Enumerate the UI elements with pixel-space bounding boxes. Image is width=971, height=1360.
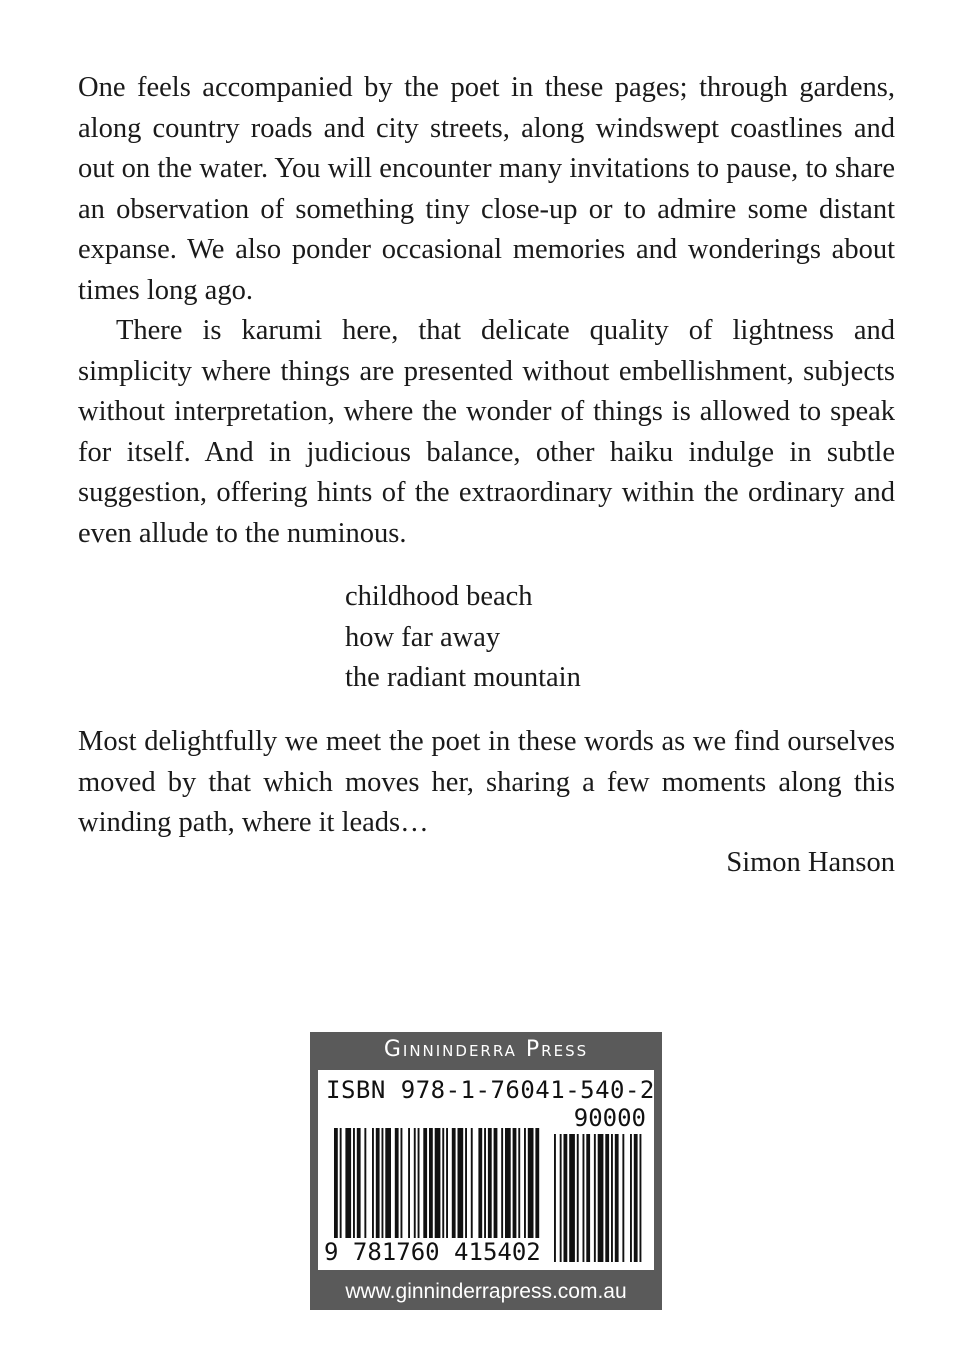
addon-barcode-bar <box>594 1134 596 1262</box>
addon-barcode-bar <box>577 1134 579 1262</box>
barcode-bar <box>382 1128 384 1240</box>
barcode-bar <box>452 1128 456 1240</box>
barcode-bar <box>488 1128 492 1240</box>
addon-barcode-bar <box>560 1134 562 1262</box>
barcode-bar <box>513 1128 517 1240</box>
barcode-bar <box>494 1128 498 1240</box>
isbn-barcode-block <box>310 1032 662 1310</box>
barcode-bar <box>408 1128 410 1240</box>
barcode-bar <box>528 1128 534 1240</box>
barcode-bar <box>435 1128 441 1240</box>
addon-barcode-bar <box>586 1134 590 1262</box>
barcode-bar <box>518 1128 520 1240</box>
addon-barcode-bar <box>640 1134 642 1262</box>
publisher-website: www.ginninderrapress.com.au <box>345 1280 627 1303</box>
barcode-bar <box>414 1128 416 1240</box>
barcode-bar <box>418 1128 420 1240</box>
barcode-bar <box>353 1128 355 1240</box>
addon-barcode-bar <box>611 1134 613 1262</box>
blurb-paragraph-2: There is karumi here, that delicate quality of lightness and simplicity where things are presented without embellishment, subjects without interpretation, where the wonder of things is allowed to speak for itself. And in judicious balance, other haiku indulge in subtle suggestion, offering hints of the extraordinary within the ordinary and even allude to the numinous. <box>78 315 895 549</box>
barcode-bar <box>376 1128 380 1240</box>
barcode-bar <box>501 1128 503 1240</box>
barcode-bar <box>535 1128 539 1240</box>
barcode-bar <box>401 1128 403 1240</box>
addon-barcode-bar <box>554 1134 556 1262</box>
barcode-bar <box>458 1128 464 1240</box>
addon-barcode-bar <box>598 1134 604 1262</box>
reviewer-signature: Simon Hanson <box>726 847 895 878</box>
barcode-bar <box>505 1128 511 1240</box>
barcode-bar <box>478 1128 482 1240</box>
barcode-bar <box>442 1128 444 1240</box>
blurb-paragraph-3: Most delightfully we meet the poet in these words as we find ourselves moved by that which moves her, sharing a few moments along this winding path, where it leads… <box>78 726 895 839</box>
addon-barcode-bar <box>615 1134 619 1262</box>
barcode-bar <box>484 1128 486 1240</box>
addon-barcode-bar <box>634 1134 638 1262</box>
barcode-bar <box>357 1128 361 1240</box>
publisher-name: Ginninderra Press <box>383 1037 589 1062</box>
isbn-label: ISBN 978-1-76041-540-2 <box>326 1076 655 1104</box>
addon-barcode-bar <box>605 1134 609 1262</box>
barcode-bar <box>334 1128 338 1240</box>
barcode-bar <box>395 1128 399 1240</box>
price-code: 90000 <box>573 1104 646 1132</box>
barcode-bar <box>524 1128 526 1240</box>
addon-barcode-bar <box>630 1134 632 1262</box>
haiku-line-1: childhood beach <box>345 581 533 612</box>
addon-barcode-bar <box>564 1134 568 1262</box>
barcode-bar <box>423 1128 427 1240</box>
barcode-panel <box>318 1070 654 1270</box>
barcode-bar <box>340 1128 342 1240</box>
barcode-bar <box>372 1128 374 1240</box>
barcode-bar <box>345 1128 351 1240</box>
haiku-line-2: how far away <box>345 621 501 653</box>
blurb-paragraph-1: One feels accompanied by the poet in these pages; through gardens, along country roads and city streets, along windswept coastlines and out on the water. You will encounter many invitations to pause, to share an observation of something tiny close-up or to admire some distant expanse. We also ponder occasional memories and wonderings about times long ago. <box>78 72 895 306</box>
addon-barcode-bar <box>583 1134 585 1262</box>
barcode-bar <box>446 1128 448 1240</box>
haiku-excerpt <box>345 577 581 699</box>
haiku-line-3: the radiant mountain <box>345 662 581 694</box>
ean-digits: 9 781760 415402 <box>324 1238 541 1266</box>
barcode-bar <box>471 1128 473 1240</box>
barcode-bar <box>429 1128 433 1240</box>
addon-barcode-bar <box>569 1134 575 1262</box>
barcode-bar <box>364 1128 366 1240</box>
barcode-bar <box>385 1128 391 1240</box>
barcode-bar <box>465 1128 467 1240</box>
addon-barcode-bar <box>622 1134 624 1262</box>
